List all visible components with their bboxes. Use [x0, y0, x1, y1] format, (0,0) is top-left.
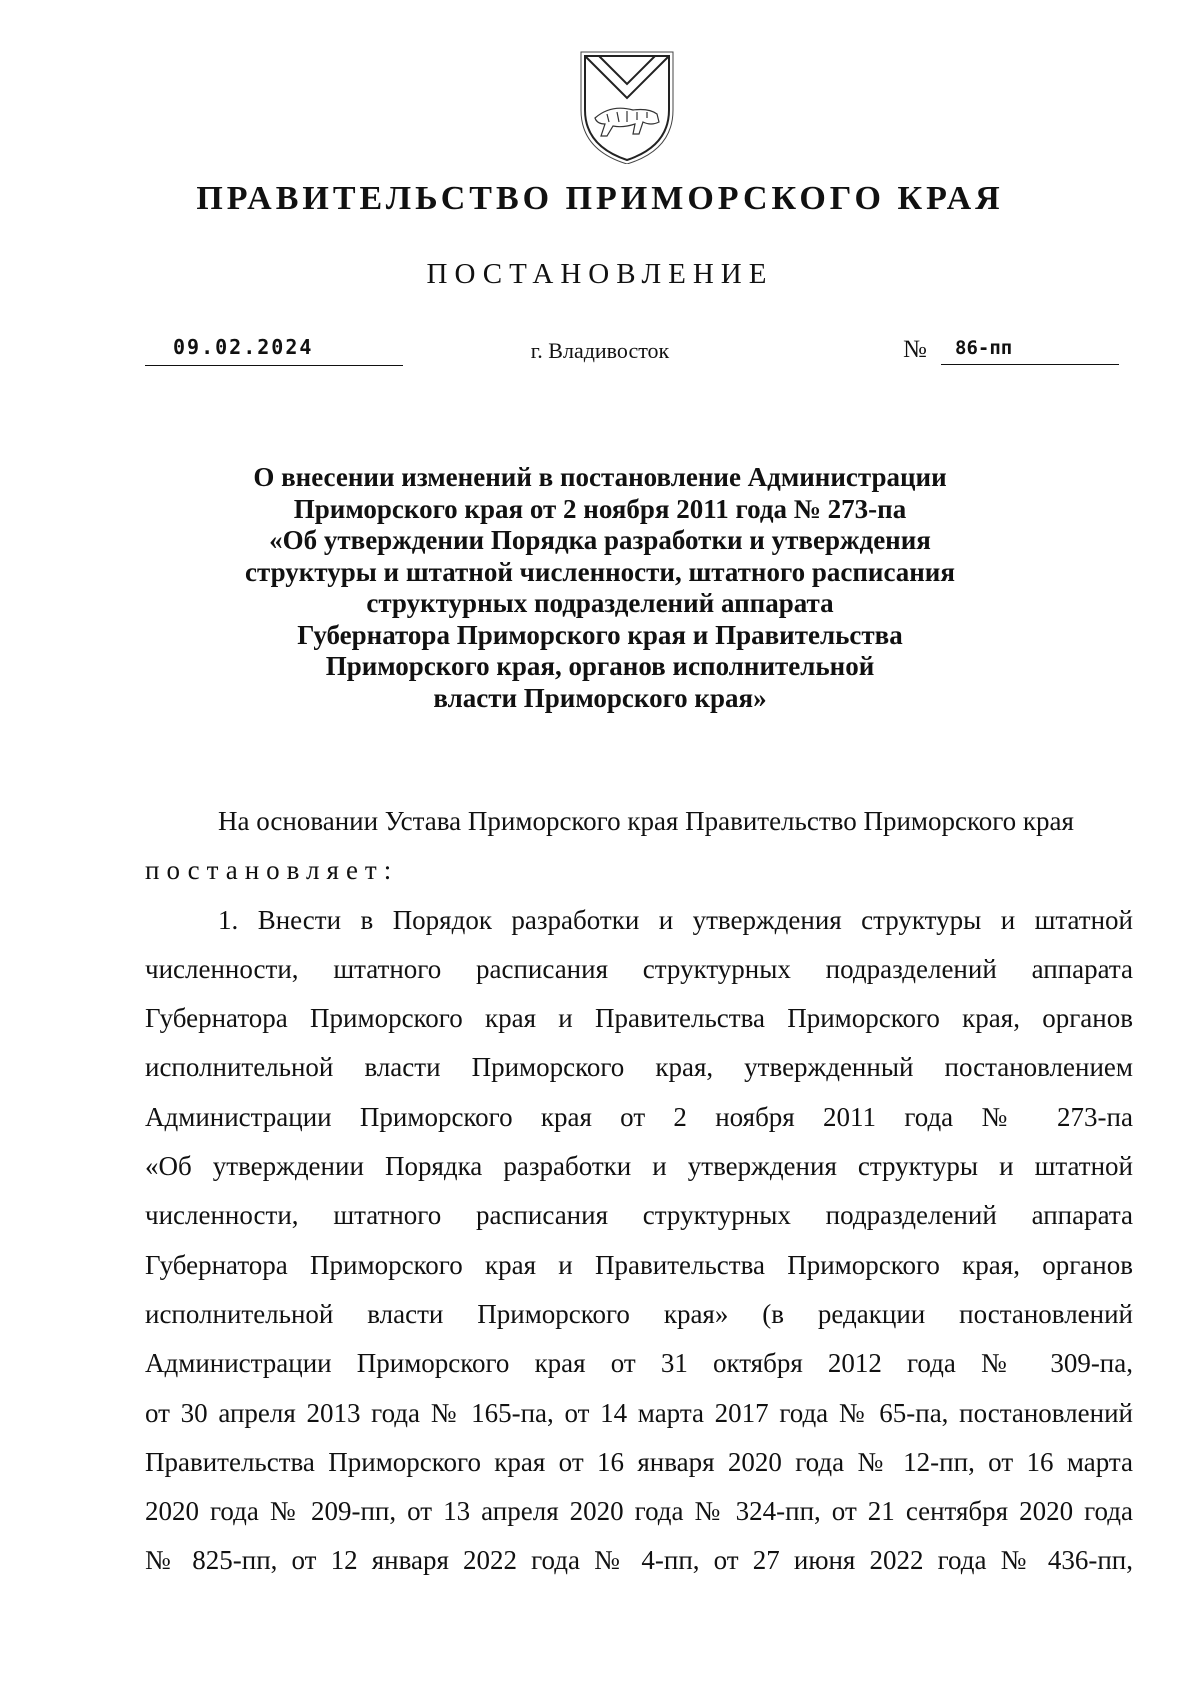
- item1-line: № 825-пп, от 12 января 2022 года № 4-пп, от 27 июня 2022 года № 436-пп,: [145, 1545, 1133, 1576]
- coat-of-arms-icon: [577, 48, 677, 164]
- item1-line: Правительства Приморского края от 16 января 2020 года № 12-пп, от 16 марта: [145, 1446, 1133, 1477]
- preamble-paragraph: На основании Устава Приморского края Правительство Приморского края: [218, 806, 1074, 836]
- subject-line: Губернатора Приморского края и Правительства: [297, 619, 903, 650]
- item1-line: Администрации Приморского края от 31 октября 2012 года № 309-па,: [145, 1348, 1133, 1379]
- document-type: ПОСТАНОВЛЕНИЕ: [426, 258, 774, 290]
- item1-line: 2020 года № 209-пп, от 13 апреля 2020 года № 324-пп, от 21 сентября 2020 года: [145, 1496, 1133, 1527]
- document-subject: [200, 462, 1000, 714]
- subject-line: Приморского края от 2 ноября 2011 года № 273-па: [293, 493, 907, 524]
- number-sign: №: [903, 336, 927, 363]
- government-title: ПРАВИТЕЛЬСТВО ПРИМОРСКОГО КРАЯ: [196, 180, 1004, 217]
- item1-line: Губернатора Приморского края и Правительства Приморского края, органов: [145, 1249, 1133, 1280]
- document-body: [145, 797, 1133, 1586]
- item1-line: 1. Внести в Порядок разработки и утверждения структуры и штатной: [218, 904, 1133, 935]
- document-meta: [0, 332, 1200, 372]
- document-date: 09.02.2024: [173, 335, 314, 359]
- document-city: г. Владивосток: [530, 338, 670, 363]
- item1-line: исполнительной власти Приморского края, утвержденный постановлением: [145, 1052, 1133, 1083]
- subject-line: Приморского края, органов исполнительной: [325, 651, 875, 681]
- subject-line: «Об утверждении Порядка разработки и утверждения: [269, 525, 931, 555]
- number-field: [903, 332, 1119, 365]
- subject-line: О внесении изменений в постановление Администрации: [253, 462, 947, 492]
- item1-line: Губернатора Приморского края и Правительства Приморского края, органов: [145, 1003, 1133, 1034]
- number-underline: [941, 364, 1119, 365]
- resolves-word: постановляет:: [145, 855, 399, 886]
- item1-line: Администрации Приморского края от 2 ноября 2011 года № 273-па: [145, 1101, 1133, 1132]
- document-number: 86-пп: [955, 337, 1013, 359]
- item1-line: исполнительной власти Приморского края» (в редакции постановлений: [145, 1298, 1133, 1329]
- subject-line: власти Приморского края»: [433, 682, 767, 713]
- item1-line: численности, штатного расписания структурных подразделений аппарата: [145, 1200, 1133, 1231]
- subject-line: структурных подразделений аппарата: [366, 588, 834, 618]
- subject-line: структуры и штатной численности, штатного расписания: [245, 556, 955, 587]
- item1-line: численности, штатного расписания структурных подразделений аппарата: [145, 953, 1133, 984]
- item1-line: «Об утверждении Порядка разработки и утверждения структуры и штатной: [145, 1151, 1133, 1182]
- item1-line: от 30 апреля 2013 года № 165-па, от 14 марта 2017 года № 65-па, постановлений: [145, 1397, 1133, 1428]
- coat-of-arms-emblem: [577, 48, 677, 164]
